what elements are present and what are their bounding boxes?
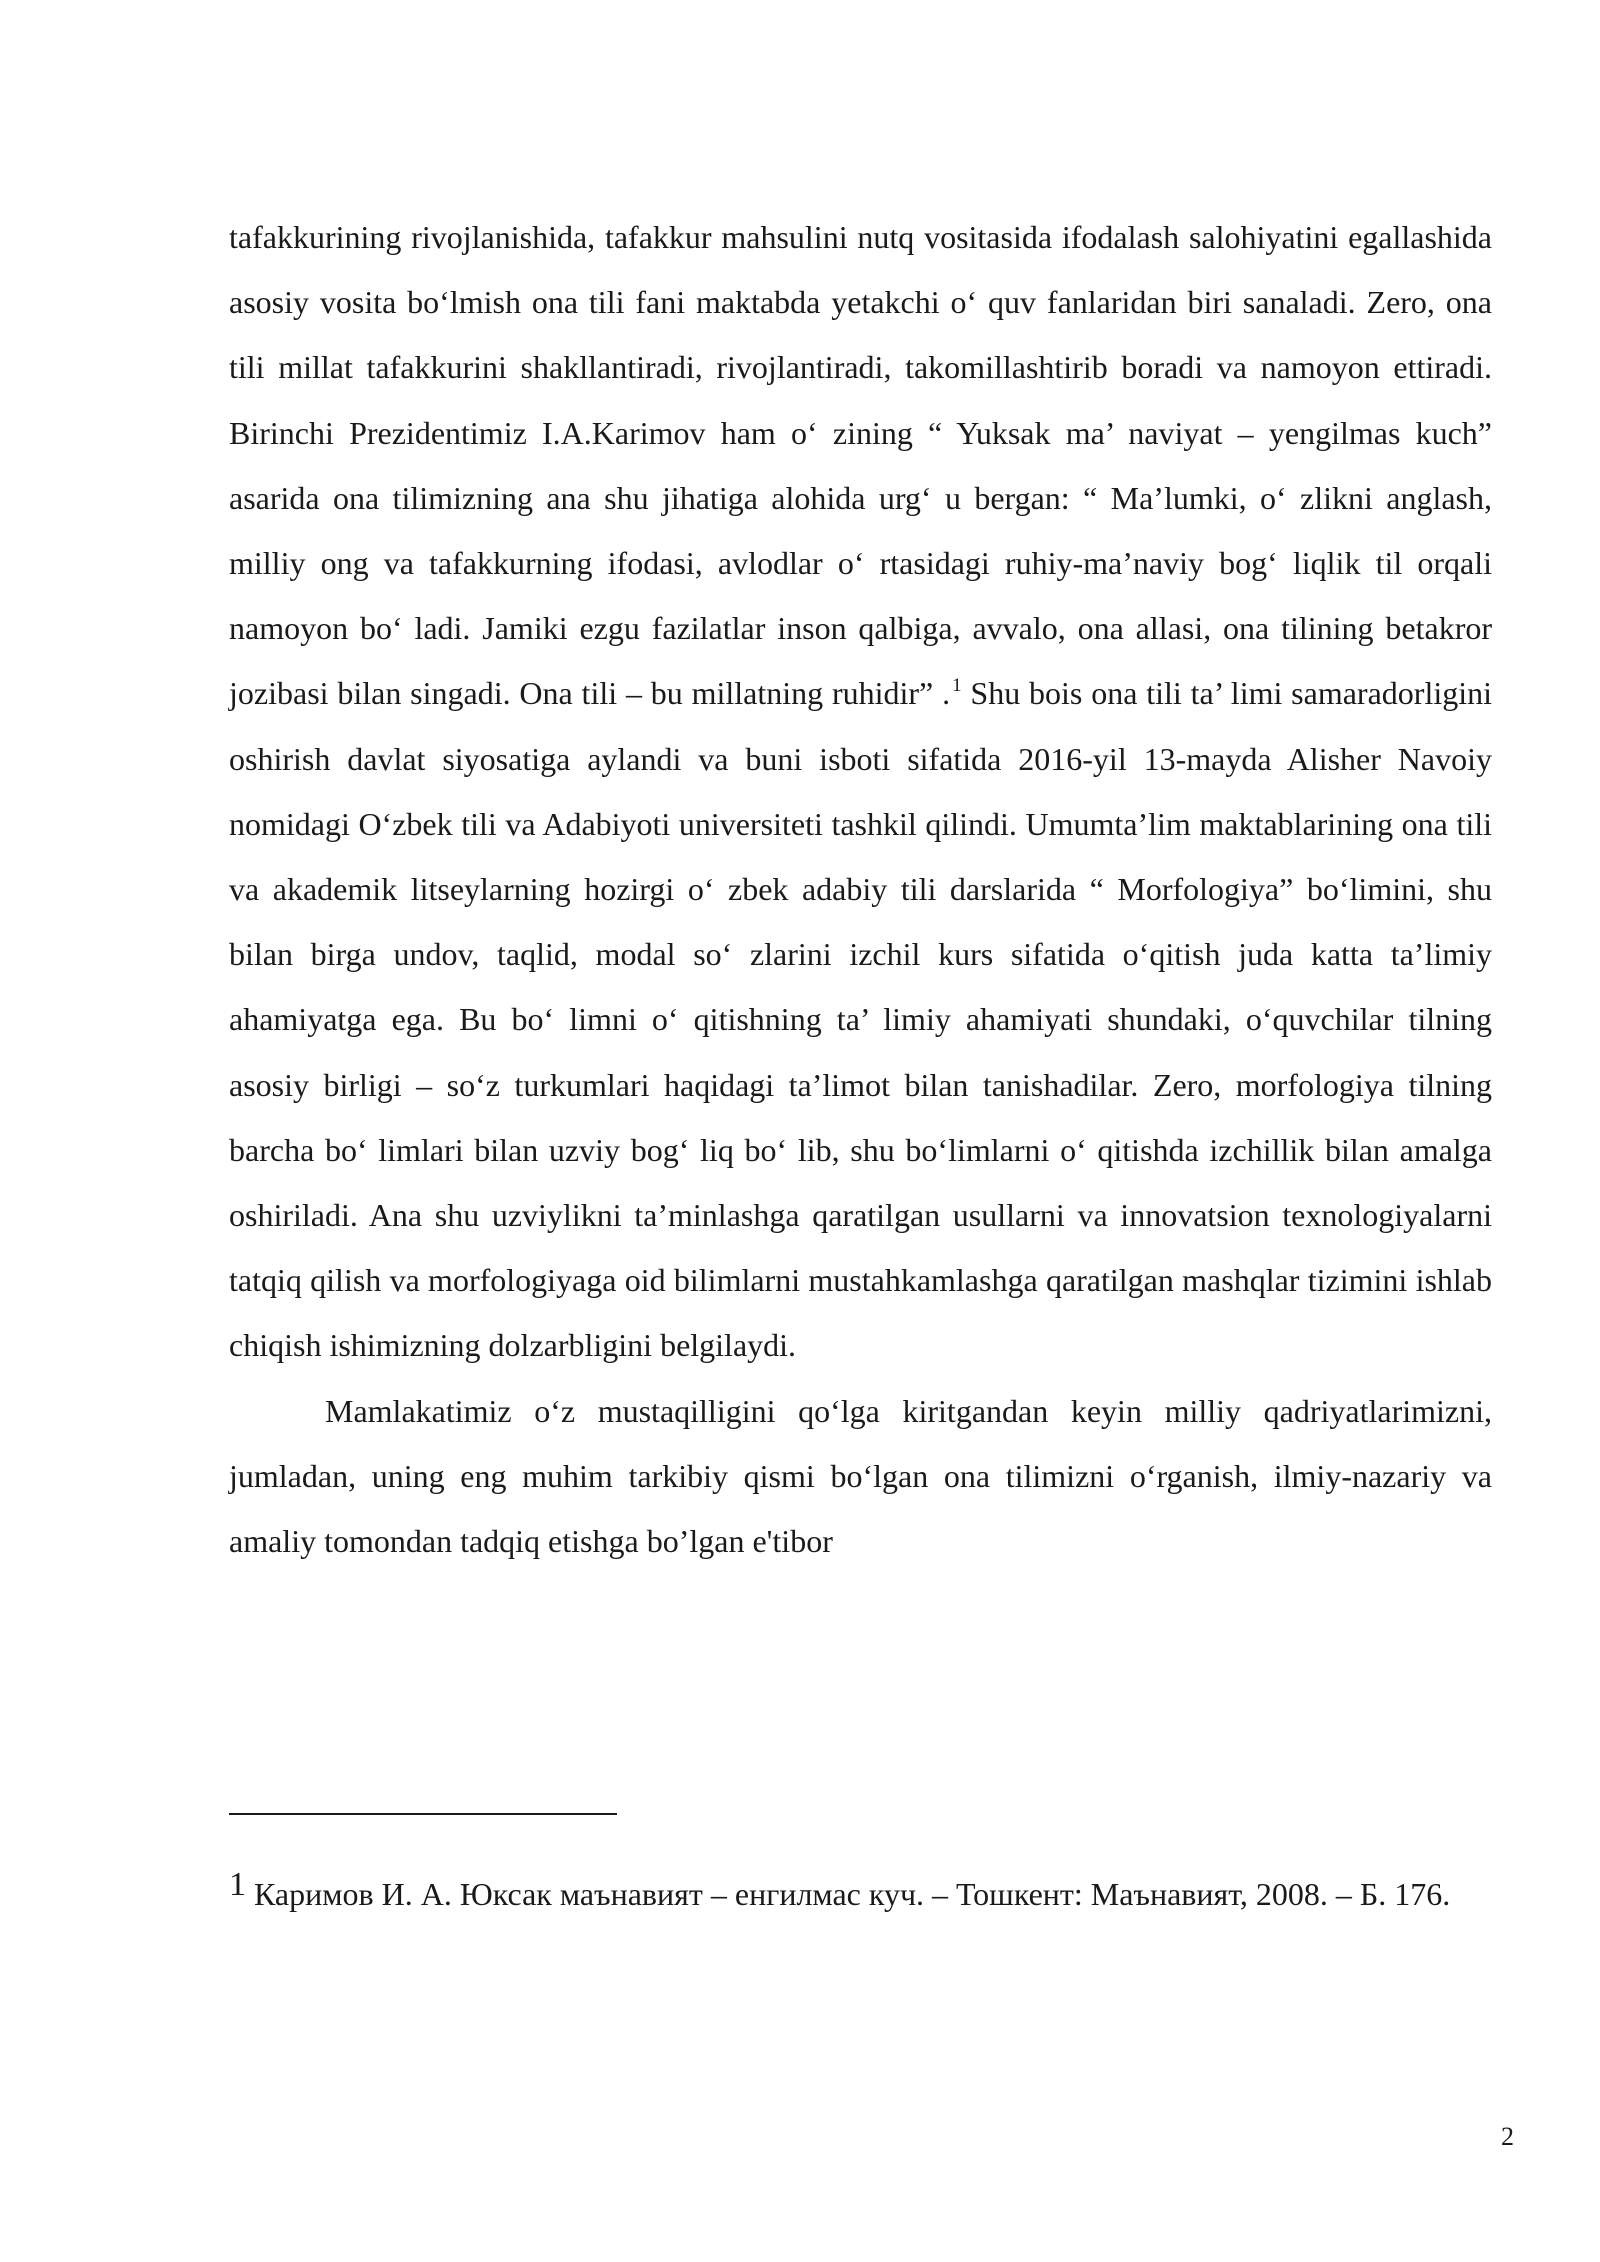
body-text xyxy=(229,205,1492,1574)
paragraph-1-text: tafakkurining rivojlanishida, tafakkur mahsulini nutq vositasida ifodalash salohiyatini egallashida asosiy vosita bo‘lmish ona tili fani maktabda yetakchi o‘ quv fanlaridan biri sanaladi. Zero, ona tili millat tafakkurini shakllantiradi, rivojlantiradi, takomillashtirib boradi va namoyon ettiradi. Birinchi Prezidentimiz I.A.Karimov ham o‘ zining “ Yuksak ma’ naviyat – yengilmas kuch” asarida ona tilimizning ana shu jihatiga alohida urg‘ u bergan: “ Ma’lumki, o‘ zlikni anglash, milliy ong va tafakkurning ifodasi, avlodlar o‘ rtasidagi ruhiy-ma’naviy bog‘ liqlik til orqali namoyon bo‘ ladi. Jamiki ezgu fazilatlar inson qalbiga, avvalo, ona allasi, ona tilining betakror jozibasi bilan singadi. Ona tili – bu millatning ruhidir” . xyxy=(229,219,1492,712)
footnote-mark: 1 xyxy=(229,1866,246,1903)
footnote-text: Каримов И. А. Юксак маънавият – енгилмас куч. – Тошкент: Маънавият, 2008. – Б. 176. xyxy=(254,1876,1451,1912)
page-number: 2 xyxy=(1501,2122,1514,2151)
footnote-separator xyxy=(229,1813,617,1815)
paragraph-2: Mamlakatimiz o‘z mustaqilligini qo‘lga kiritgandan keyin milliy qadriyatlarimizni, jumladan, uning eng muhim tarkibiy qismi bo‘lgan ona tilimizni o‘rganish, ilmiy-nazariy va amaliy tomondan tadqiq etishga bo’lgan e'tibor xyxy=(229,1392,1492,1560)
footnote xyxy=(229,1866,1492,1916)
paragraph-1-continuation: Shu bois ona tili ta’ limi samaradorligini oshirish davlat siyosatiga aylandi va buni isboti sifatida 2016-yil 13-mayda Alisher Navoiy nomidagi O‘zbek tili va Adabiyoti universiteti tashkil qilindi. Umumta’lim maktablarining ona tili va akademik litseylarning hozirgi o‘ zbek adabiy tili darslarida “ Morfologiya” bo‘limini, shu bilan birga undov, taqlid, modal so‘ zlarini izchil kurs sifatida o‘qitish juda katta ta’limiy ahamiyatga ega. Bu bo‘ limni o‘ qitishning ta’ limiy ahamiyati shundaki, o‘quvchilar tilning asosiy birligi – so‘z turkumlari haqidagi ta’limot bilan tanishadilar. Zero, morfologiya tilning barcha bo‘ limlari bilan uzviy bog‘ liq bo‘ lib, shu bo‘limlarni o‘ qitishda izchillik bilan amalga oshiriladi. Ana shu uzviylikni ta’minlashga qaratilgan usullarni va innovatsion texnologiyalarni tatqiq qilish va morfologiyaga oid bilimlarni mustahkamlashga qaratilgan mashqlar tizimini ishlab chiqish ishimizning dolzarbligini belgilaydi. xyxy=(229,675,1493,1364)
footnote-reference[interactable]: 1 xyxy=(952,675,962,697)
paragraph-1 xyxy=(229,205,1492,1379)
